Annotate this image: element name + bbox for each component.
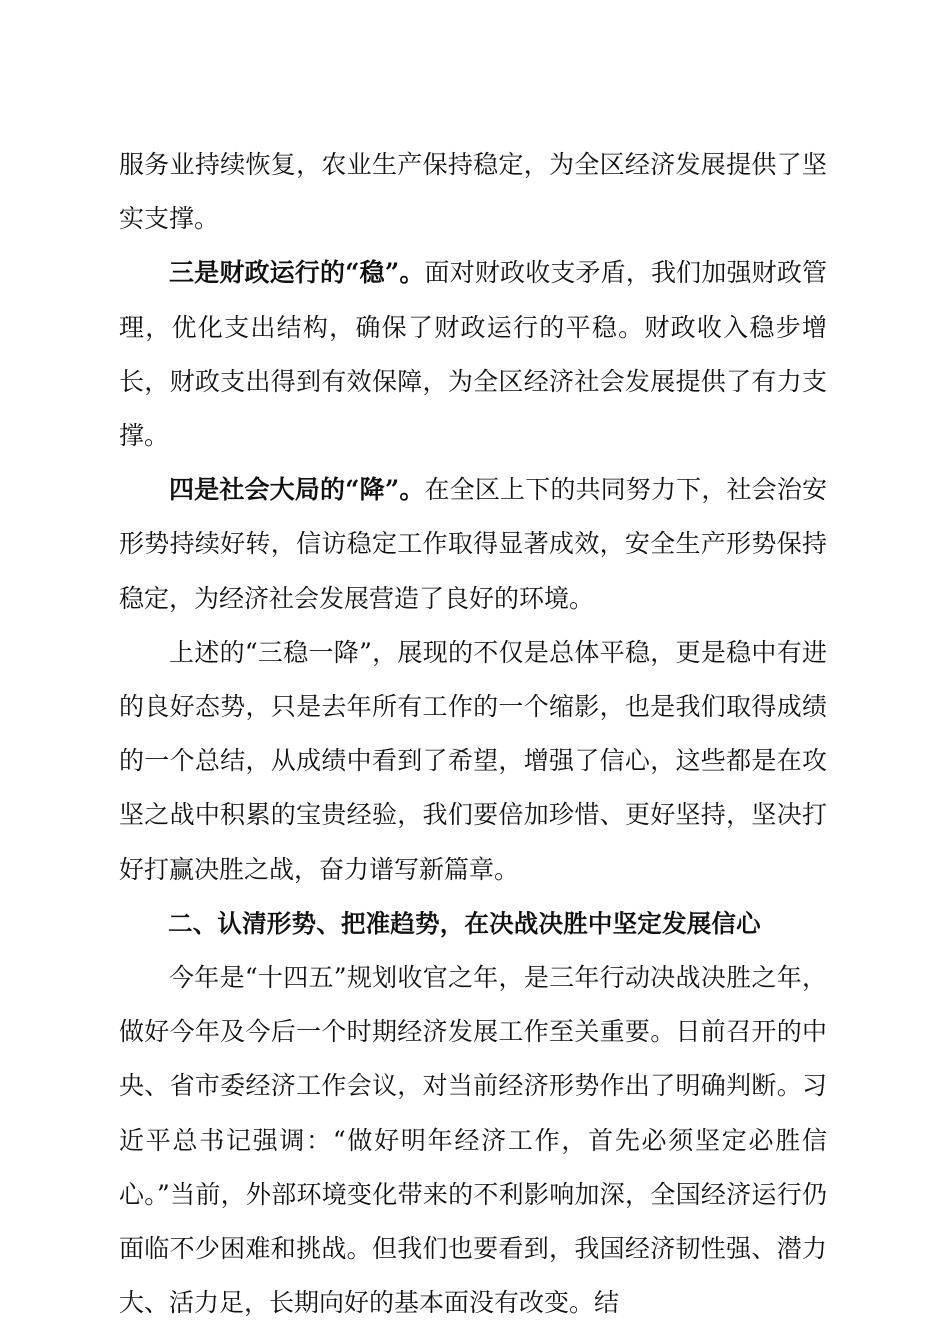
paragraph-lead: 四是社会大局的“降”。 <box>169 475 425 505</box>
paragraph-lead: 三是财政运行的“稳”。 <box>169 258 425 288</box>
paragraph-this-year <box>119 951 827 1330</box>
paragraph-text: 服务业持续恢复，农业生产保持稳定，为全区经济发展提供了坚实支撑。 <box>119 150 827 234</box>
paragraph-social-order <box>119 463 827 626</box>
section-heading: 二、认清形势、把准趋势，在决战决胜中坚定发展信心 <box>168 908 761 938</box>
paragraph-text: 上述的“三稳一降”，展现的不仅是总体平稳，更是稳中有进的良好态势，只是去年所有工作的一个缩影，也是我们取得成绩的一个总结，从成绩中看到了希望，增强了信心，这些都是在攻坚之战中积累的宝贵经验，我们要倍加珍惜、更好坚持，坚决打好打赢决胜之战，奋力谱写新篇章。 <box>119 637 827 884</box>
document-body <box>119 138 827 1330</box>
paragraph-summary <box>119 626 827 897</box>
paragraph-fiscal-stability <box>119 246 827 463</box>
paragraph-text: 面对财政收支矛盾，我们加强财政管理，优化支出结构，确保了财政运行的平稳。财政收入稳步增长，财政支出得到有效保障，为全区经济社会发展提供了有力支撑。 <box>119 258 827 451</box>
paragraph-text: 在全区上下的共同努力下，社会治安形势持续好转，信访稳定工作取得显著成效，安全生产形势保持稳定，为经济社会发展营造了良好的环境。 <box>119 475 827 613</box>
paragraph-service-industry <box>119 138 827 246</box>
paragraph-text: 今年是“十四五”规划收官之年，是三年行动决战决胜之年，做好今年及今后一个时期经济发展工作至关重要。日前召开的中央、省市委经济工作会议，对当前经济形势作出了明确判断。习近平总书记强调：“做好明年经济工作，首先必须坚定必胜信心。”当前，外部环境变化带来的不利影响加深，全国经济运行仍面临不少困难和挑战。但我们也要看到，我国经济韧性强、潜力大、活力足，长期向好的基本面没有改变。结 <box>119 963 827 1318</box>
